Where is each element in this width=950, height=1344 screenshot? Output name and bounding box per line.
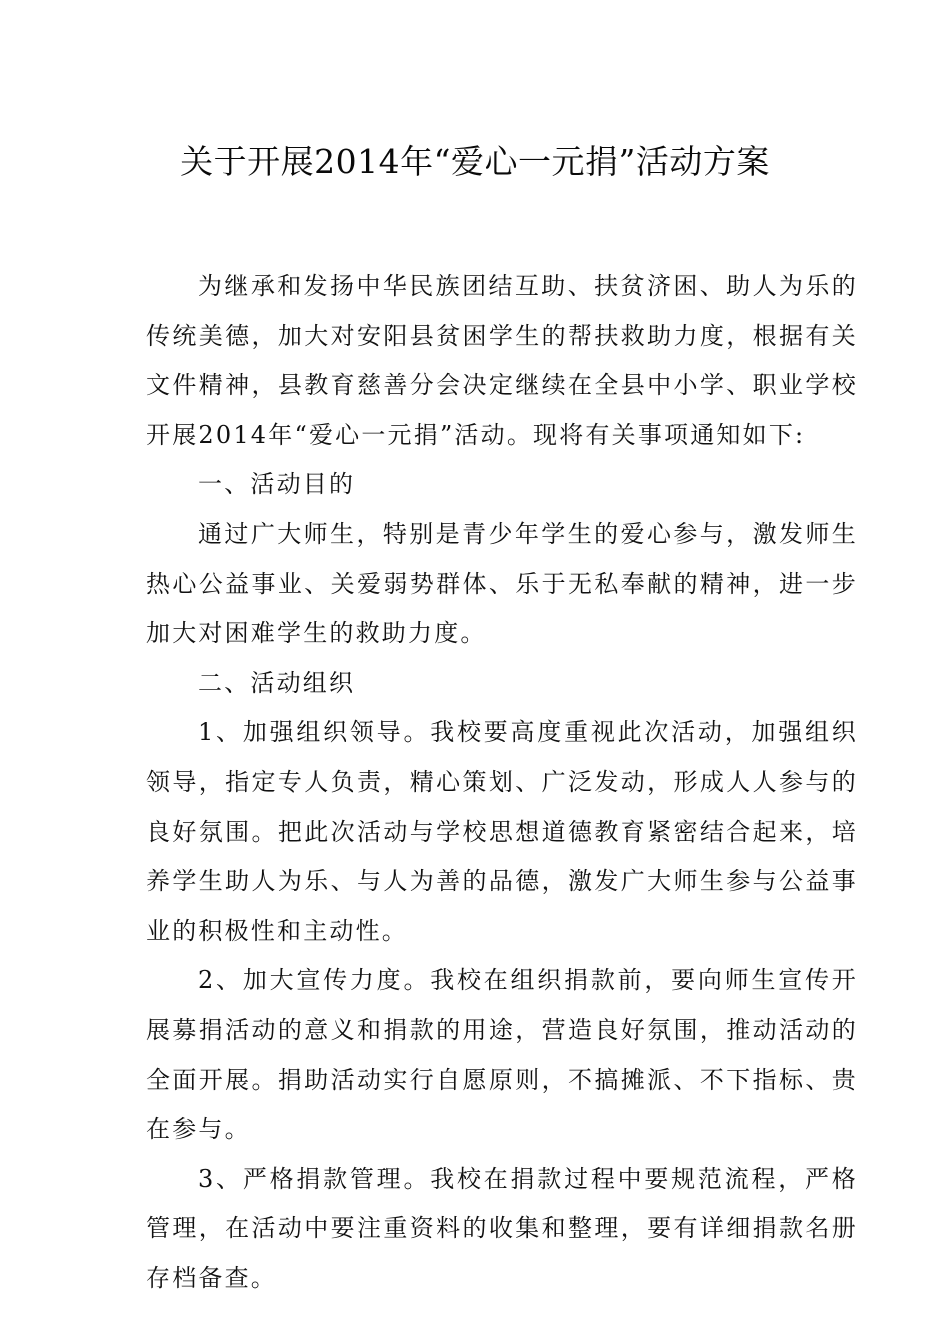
document-title: 关于开展2014年“爱心一元捐”活动方案	[180, 142, 770, 181]
section-heading-purpose: 一、活动目的	[198, 470, 356, 499]
section-heading-organization: 二、活动组织	[198, 668, 356, 697]
intro-paragraph: 为继承和发扬中华民族团结互助、扶贫济困、助人为乐的传统美德，加大对安阳县贫困学生的帮扶救助力度，根据有关文件精神，县教育慈善分会决定继续在全县中小学、职业学校开展2014年“爱心一元捐”活动。现将有关事项通知如下:	[146, 272, 858, 449]
organization-item-3: 3、严格捐款管理。我校在捐款过程中要规范流程，严格管理，在活动中要注重资料的收集和整理，要有详细捐款名册存档备查。	[146, 1164, 858, 1292]
document-body	[146, 262, 858, 1303]
purpose-paragraph: 通过广大师生，特别是青少年学生的爱心参与，激发师生热心公益事业、关爱弱势群体、乐于无私奉献的精神，进一步加大对困难学生的救助力度。	[146, 519, 858, 648]
organization-item-2: 2、加大宣传力度。我校在组织捐款前，要向师生宣传开展募捐活动的意义和捐款的用途，营造良好氛围，推动活动的全面开展。捐助活动实行自愿原则，不搞摊派、不下指标、贵在参与。	[146, 966, 858, 1144]
organization-item-1: 1、加强组织领导。我校要高度重视此次活动，加强组织领导，指定专人负责，精心策划、广泛发动，形成人人参与的良好氛围。把此次活动与学校思想道德教育紧密结合起来，培养学生助人为乐、与人为善的品德，激发广大师生参与公益事业的积极性和主动性。	[146, 718, 858, 945]
